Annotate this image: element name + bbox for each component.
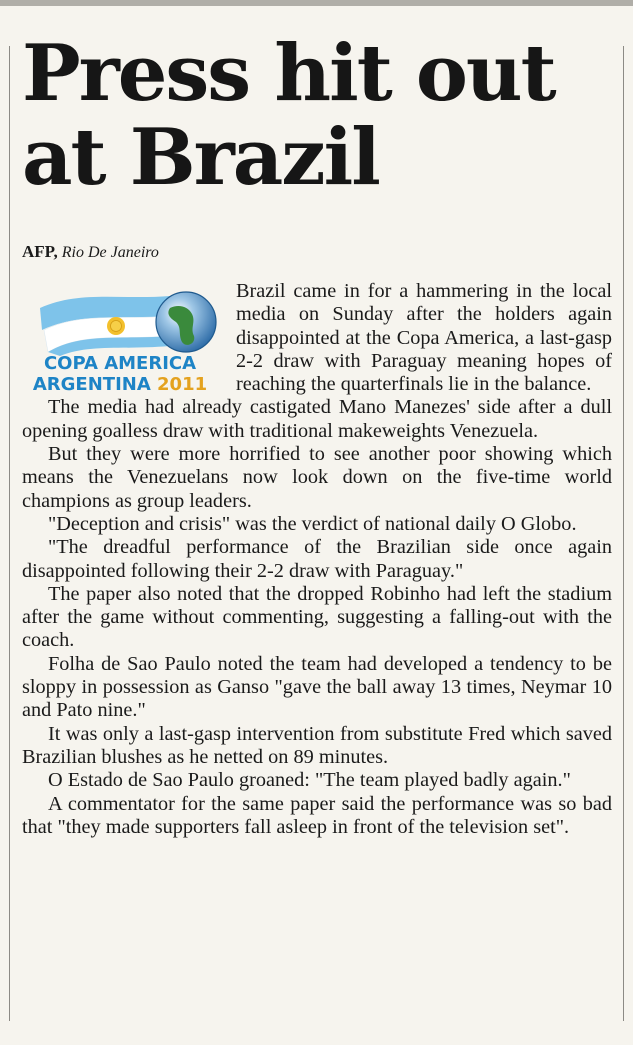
paragraph-1: Brazil came in for a hammering in the local media on Sunday after the holders again disappointed at the Copa America, a last-gasp 2-2 draw with Paraguay meaning hopes of reaching the quarterfinals lie in the balance. (236, 280, 612, 396)
logo-title: COPA AMERICA (43, 353, 197, 374)
byline-place: Rio De Janeiro (61, 244, 159, 261)
paragraph-7: Folha de Sao Paulo noted the team had developed a tendency to be sloppy in possession as Ganso "gave the ball away 13 times, Neymar 10 and Pato nine." (22, 652, 612, 722)
byline (22, 242, 159, 262)
paragraph-4: "Deception and crisis" was the verdict of national daily O Globo. (48, 512, 577, 535)
headline: Press hit out at Brazil (22, 28, 555, 203)
paragraph-5: "The dreadful performance of the Brazilian side once again disappointed following their 2-2 draw with Paraguay." (22, 536, 612, 582)
paragraph-10: A commentator for the same paper said the performance was so bad that "they made supporters fall asleep in front of the television set". (22, 792, 612, 838)
paragraph-9: O Estado de Sao Paulo groaned: "The team played badly again." (48, 769, 571, 792)
logo-year: 2011 (157, 374, 208, 395)
paragraph-6: The paper also noted that the dropped Robinho had left the stadium after the game without commenting, suggesting a falling-out with the coach. (22, 582, 612, 652)
paragraph-3: But they were more horrified to see another poor showing which means the Venezuelans now look down on the five-time world champions as group leaders. (22, 443, 612, 512)
article-body (22, 280, 612, 839)
column-rule-left (9, 46, 10, 1021)
paragraph-8: It was only a last-gasp intervention from substitute Fred which saved Brazilian blushes as he netted on 89 minutes. (22, 722, 612, 768)
byline-agency: AFP, (22, 242, 58, 261)
column-rule-right (623, 46, 624, 1021)
logo-country: ARGENTINA (32, 374, 158, 395)
paragraph-2: The media had already castigated Mano Manezes' side after a dull opening goalless draw with traditional makeweights Venezuela. (22, 396, 612, 442)
logo-wrap-space (22, 280, 236, 396)
